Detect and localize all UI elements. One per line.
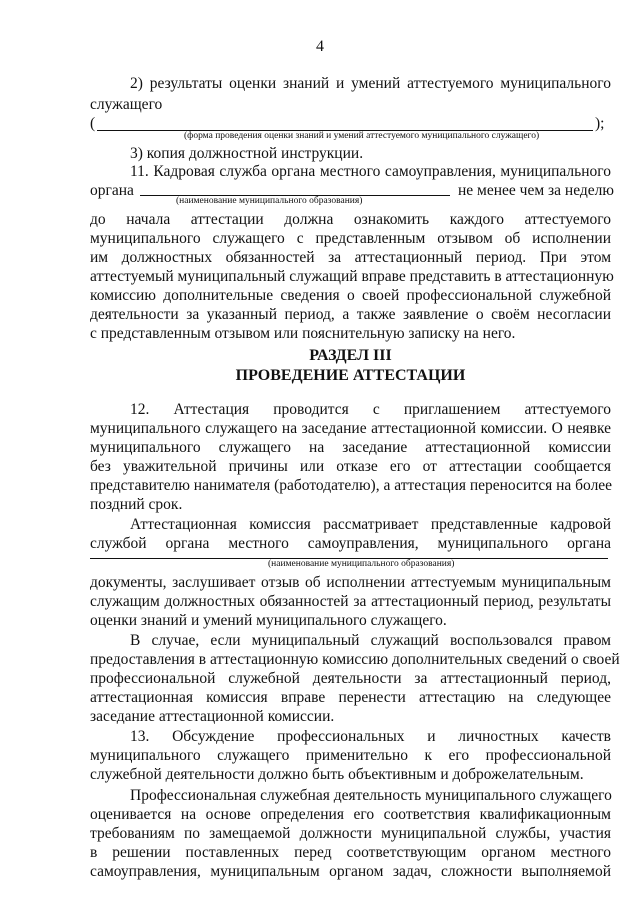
text-line: деятельности за указанный период, а также заявление о своём несогласии: [90, 306, 611, 323]
text-line: муниципального служащего на заседание аттестационной комиссии: [90, 439, 611, 456]
text-line: заседание аттестационной комиссии.: [90, 708, 335, 725]
close-paren: );: [595, 115, 605, 132]
text-line: 3) копия должностной инструкции.: [130, 145, 364, 162]
text-line: 11. Кадровая служба органа местного самоуправления, муниципального: [130, 163, 611, 180]
text-line: органа: [90, 182, 134, 199]
text-line: предоставления в аттестационную комиссию дополнительных сведений о своей: [90, 651, 620, 668]
org-caption: (наименование муниципального образования): [268, 559, 455, 569]
text-line: не менее чем за неделю: [458, 182, 614, 199]
text-line: документы, заслушивает отзыв об исполнении аттестуемым муниципальным: [90, 574, 611, 591]
text-line: муниципального служащего применительно к его профессиональной: [90, 747, 611, 764]
text-line: Аттестационная комиссия рассматривает представленные кадровой: [130, 516, 611, 533]
text-line: без уважительной причины или отказе его от аттестации сообщается: [90, 458, 611, 475]
form-caption: (форма проведения оценки знаний и умений аттестуемого муниципального служащего): [184, 131, 540, 141]
text-line: требованиям по замещаемой должности муниципальной службы, участия: [90, 825, 611, 842]
text-line: аттестационная комиссия вправе перенести аттестацию на следующее: [90, 689, 611, 706]
text-line: до начала аттестации должна ознакомить каждого аттестуемого: [90, 211, 611, 228]
text-line: поздний срок.: [90, 496, 183, 513]
text-line: с представленным отзывом или пояснительную записку на него.: [90, 325, 516, 342]
text-line: самоуправления, муниципальным органом задач, сложности выполняемой: [90, 863, 611, 880]
text-line: профессиональной служебной деятельности за аттестационный период,: [90, 670, 611, 687]
text-line: оценивается на основе определения его соответствия квалификационным: [90, 806, 611, 823]
text-line: Профессиональная служебная деятельность муниципального служащего: [130, 787, 612, 804]
text-line: им должностных обязанностей за аттестационный период. При этом: [90, 249, 611, 266]
section-title: ПРОВЕДЕНИЕ АТТЕСТАЦИИ: [235, 367, 466, 384]
text-line: служебной деятельности должно быть объективным и доброжелательным.: [90, 766, 584, 783]
text-line: служащим должностных обязанностей за аттестационный период, результаты: [90, 593, 611, 610]
text-line: 12. Аттестация проводится с приглашением аттестуемого: [130, 401, 611, 418]
text-line: оценки знаний и умений муниципального служащего.: [90, 612, 447, 629]
org-caption: (наименование муниципального образования): [176, 196, 363, 206]
text-line: аттестуемый муниципальный служащий вправе представить в аттестационную: [90, 268, 614, 285]
text-line: представителю нанимателя (работодателю), а аттестация переносится на более: [90, 477, 613, 494]
text-line: служащего: [90, 96, 163, 113]
text-line: муниципального служащего на заседание аттестационной комиссии. О неявке: [90, 420, 611, 437]
open-paren: (: [90, 115, 96, 132]
text-line: службой органа местного самоуправления, муниципального органа: [90, 535, 611, 552]
text-line: 13. Обсуждение профессиональных и личностных качеств: [130, 728, 611, 745]
text-line: муниципального служащего с представленным отзывом об исполнении: [90, 230, 611, 247]
text-line: В случае, если муниципальный служащий воспользовался правом: [130, 632, 611, 649]
text-line: 2) результаты оценки знаний и умений аттестуемого муниципального: [130, 75, 611, 92]
text-line: в решении поставленных перед соответствующим органом местного: [90, 844, 611, 861]
text-line: комиссию дополнительные сведения о своей профессиональной служебной: [90, 287, 611, 304]
page-number: 4: [316, 38, 324, 55]
section-number: РАЗДЕЛ III: [309, 347, 392, 364]
